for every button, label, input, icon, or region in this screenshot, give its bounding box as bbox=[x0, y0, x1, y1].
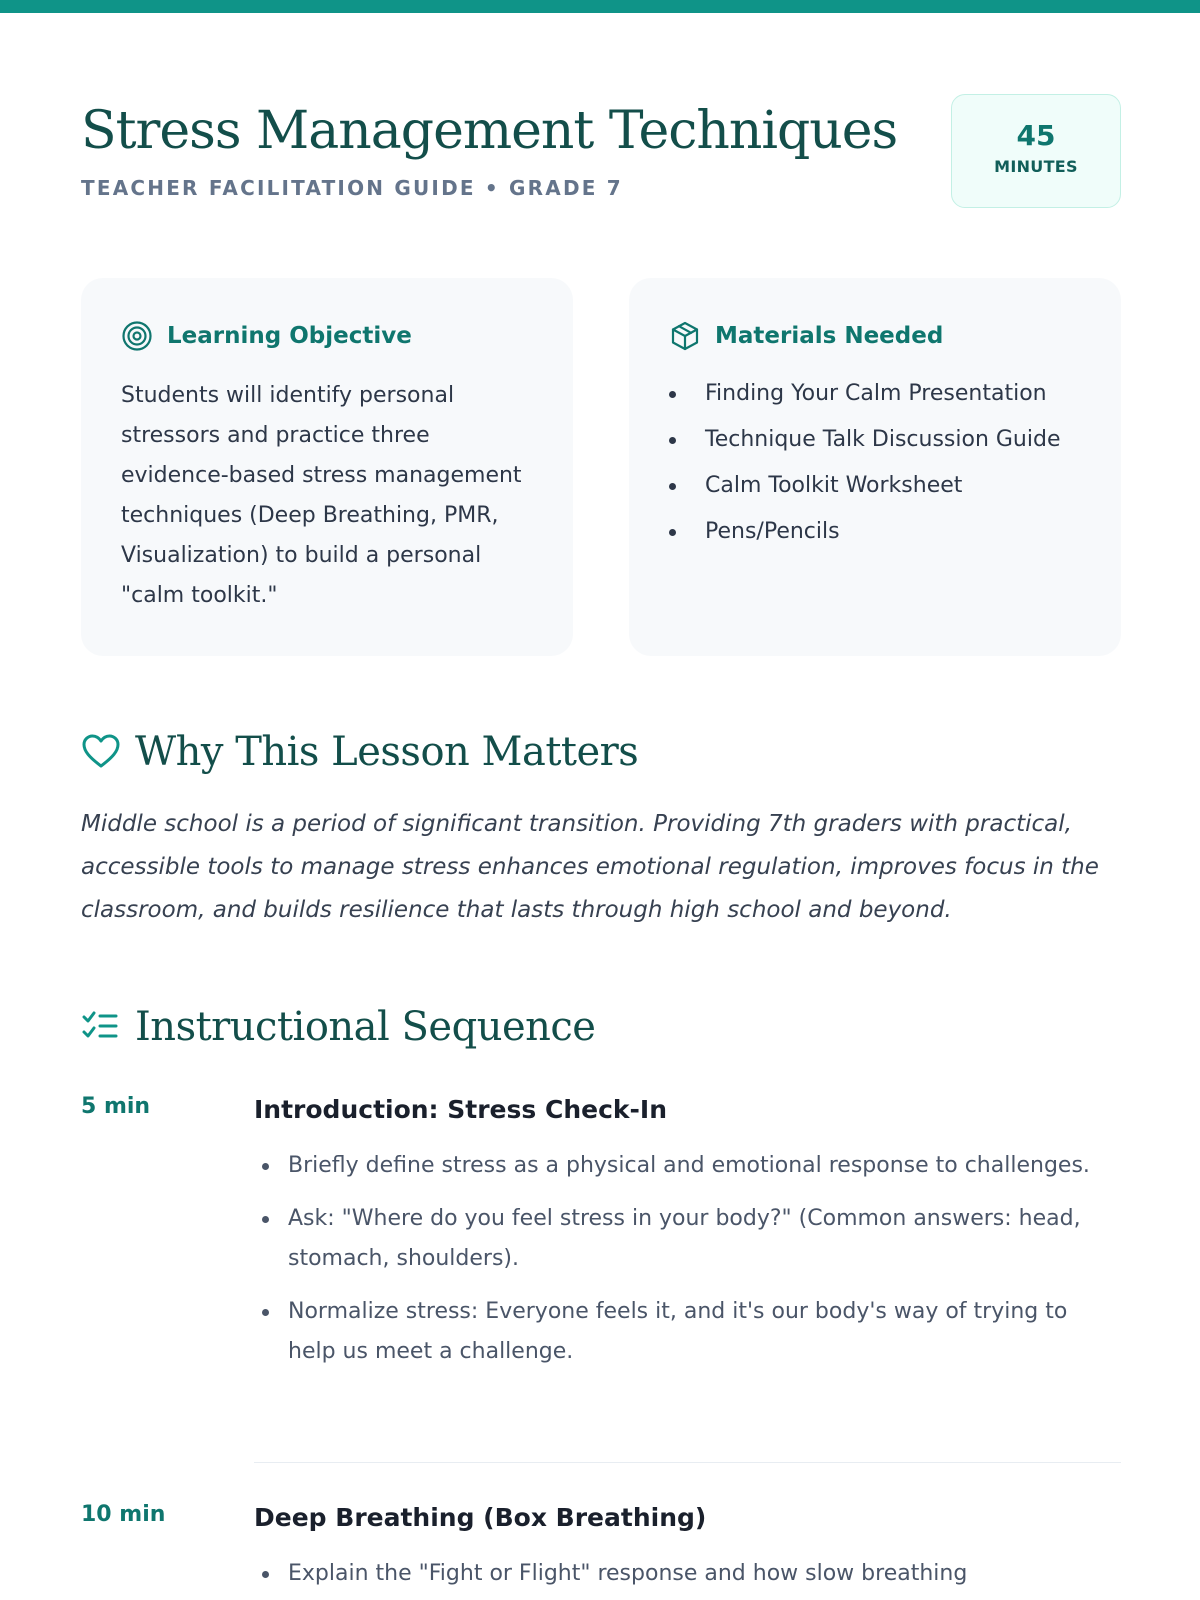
step-bullets bbox=[254, 1146, 1121, 1372]
why-section-title: Why This Lesson Matters bbox=[135, 729, 639, 775]
bullet-icon bbox=[262, 1216, 269, 1223]
bullet-icon bbox=[669, 529, 676, 536]
list-item bbox=[254, 1554, 1121, 1594]
page-title: Stress Management Techniques bbox=[81, 101, 898, 161]
page-subtitle: TEACHER FACILITATION GUIDE • GRADE 7 bbox=[81, 176, 623, 200]
list-item bbox=[254, 1292, 1121, 1372]
duration-badge bbox=[951, 94, 1121, 208]
material-item-text: Technique Talk Discussion Guide bbox=[705, 427, 1061, 452]
bullet-icon bbox=[669, 483, 676, 490]
learning-objective-card bbox=[81, 278, 573, 656]
step-time: 5 min bbox=[81, 1094, 151, 1119]
learning-objective-label: Learning Objective bbox=[167, 323, 412, 349]
top-accent-bar bbox=[0, 0, 1200, 13]
learning-objective-heading bbox=[121, 318, 533, 354]
list-item bbox=[254, 1146, 1121, 1186]
step-divider bbox=[254, 1462, 1121, 1463]
list-item bbox=[669, 512, 1081, 552]
checklist-icon bbox=[81, 1007, 121, 1047]
step-bullet-text: Ask: "Where do you feel stress in your body?" (Common answers: head, stomach, shoulders). bbox=[288, 1206, 1081, 1271]
bullet-icon bbox=[262, 1163, 269, 1170]
list-item bbox=[254, 1199, 1121, 1279]
package-icon bbox=[669, 320, 701, 352]
materials-list bbox=[669, 374, 1081, 552]
sequence-section-title: Instructional Sequence bbox=[135, 1004, 596, 1050]
material-item-text: Calm Toolkit Worksheet bbox=[705, 473, 963, 498]
list-item bbox=[669, 420, 1081, 460]
step-bullets bbox=[254, 1554, 1121, 1594]
bullet-icon bbox=[262, 1571, 269, 1578]
step-time: 10 min bbox=[81, 1502, 166, 1527]
duration-unit: MINUTES bbox=[994, 157, 1078, 176]
materials-label: Materials Needed bbox=[715, 323, 944, 349]
lesson-header bbox=[81, 92, 1121, 222]
bullet-icon bbox=[669, 391, 676, 398]
materials-card bbox=[629, 278, 1121, 656]
step-title: Introduction: Stress Check-In bbox=[254, 1095, 667, 1124]
why-section-text: Middle school is a period of significant transition. Providing 7th graders with practical, accessible tools to manage stress enhances emotional regulation, improves focus in the classroom, and builds resilience that lasts through high school and beyond. bbox=[81, 811, 1099, 923]
list-item bbox=[669, 374, 1081, 414]
step-title: Deep Breathing (Box Breathing) bbox=[254, 1503, 707, 1532]
material-item-text: Pens/Pencils bbox=[705, 519, 840, 544]
target-icon bbox=[121, 320, 153, 352]
learning-objective-text: Students will identify personal stressors and practice three evidence-based stress management techniques (Deep Breathing, PMR, Visualization) to build a personal "calm toolkit." bbox=[121, 383, 522, 608]
material-item-text: Finding Your Calm Presentation bbox=[705, 381, 1047, 406]
step-content bbox=[254, 1094, 1121, 1385]
heart-icon bbox=[81, 732, 121, 772]
bullet-icon bbox=[262, 1309, 269, 1316]
bullet-icon bbox=[669, 437, 676, 444]
step-bullet-text: Normalize stress: Everyone feels it, and it's our body's way of trying to help us meet a challenge. bbox=[288, 1299, 1068, 1364]
step-bullet-text: Explain the "Fight or Flight" response and how slow breathing bbox=[288, 1561, 968, 1586]
duration-number: 45 bbox=[1016, 119, 1056, 152]
materials-heading bbox=[669, 318, 1081, 354]
step-bullet-text: Briefly define stress as a physical and emotional response to challenges. bbox=[288, 1153, 1090, 1178]
why-section-heading bbox=[81, 722, 638, 782]
list-item bbox=[669, 466, 1081, 506]
sequence-section-heading bbox=[81, 997, 595, 1057]
step-content bbox=[254, 1502, 1121, 1600]
